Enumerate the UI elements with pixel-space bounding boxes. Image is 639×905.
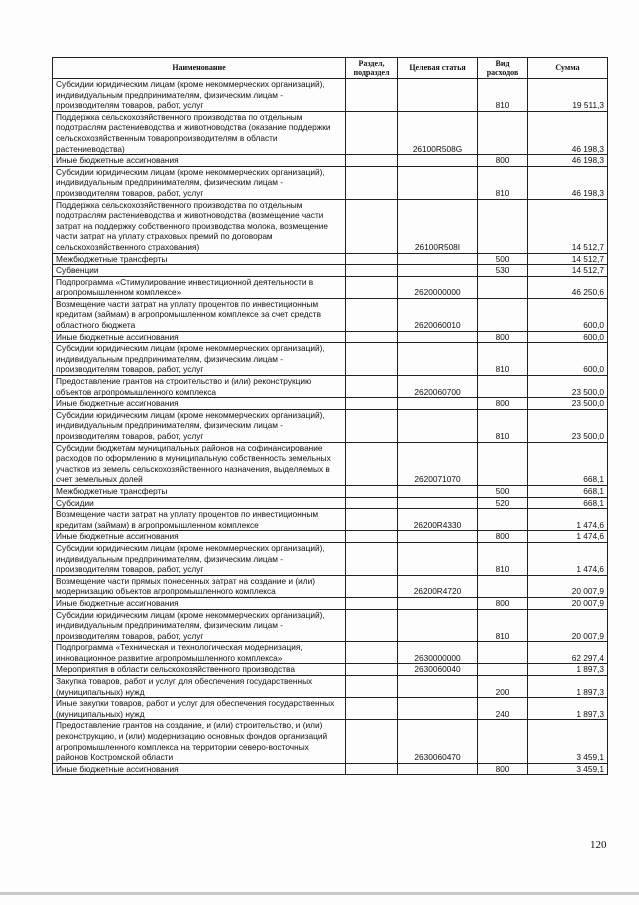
cell-sum: 668,1 bbox=[528, 442, 608, 485]
cell-expense-kind: 800 bbox=[478, 155, 528, 167]
table-row bbox=[53, 331, 608, 343]
table-row bbox=[53, 531, 608, 543]
header-expense-kind: Вид расходов bbox=[478, 58, 528, 79]
cell-sum: 14 512,7 bbox=[528, 199, 608, 253]
table-row bbox=[53, 497, 608, 509]
cell-section bbox=[346, 343, 398, 376]
table-row bbox=[53, 253, 608, 265]
cell-sum: 668,1 bbox=[528, 485, 608, 497]
cell-name: Закупка товаров, работ и услуг для обеспечения государственных (муниципальных) нужд bbox=[53, 676, 346, 698]
table-row bbox=[53, 542, 608, 575]
cell-sum: 600,0 bbox=[528, 331, 608, 343]
cell-expense-kind: 200 bbox=[478, 676, 528, 698]
table-row bbox=[53, 676, 608, 698]
table-row bbox=[53, 155, 608, 167]
table-row bbox=[53, 698, 608, 720]
cell-sum: 668,1 bbox=[528, 497, 608, 509]
cell-target bbox=[398, 409, 478, 442]
cell-section bbox=[346, 276, 398, 298]
cell-sum: 1 474,6 bbox=[528, 509, 608, 531]
cell-target: 2630000000 bbox=[398, 642, 478, 664]
scan-edge bbox=[0, 892, 639, 895]
table-row bbox=[53, 609, 608, 642]
cell-target bbox=[398, 698, 478, 720]
cell-section bbox=[346, 398, 398, 410]
table-row bbox=[53, 79, 608, 112]
cell-section bbox=[346, 698, 398, 720]
cell-section bbox=[346, 155, 398, 167]
header-target: Целевая статья bbox=[398, 58, 478, 79]
cell-expense-kind bbox=[478, 111, 528, 154]
cell-name: Возмещение части затрат на уплату процентов по инвестиционным кредитам (займам) в агропромышленном комплексе bbox=[53, 509, 346, 531]
cell-target bbox=[398, 609, 478, 642]
cell-sum: 46 250,6 bbox=[528, 276, 608, 298]
table-row bbox=[53, 763, 608, 775]
cell-target: 2620060010 bbox=[398, 298, 478, 331]
cell-target bbox=[398, 676, 478, 698]
cell-expense-kind: 240 bbox=[478, 698, 528, 720]
cell-expense-kind bbox=[478, 642, 528, 664]
cell-target bbox=[398, 597, 478, 609]
header-name: Наименование bbox=[53, 58, 346, 79]
cell-name: Субсидии юридическим лицам (кроме некоммерческих организаций), индивидуальным предпринимателям, физическим лицам - производителям товаров, работ, услуг bbox=[53, 79, 346, 112]
cell-sum: 1 897,3 bbox=[528, 676, 608, 698]
cell-sum: 1 474,6 bbox=[528, 542, 608, 575]
table-row bbox=[53, 485, 608, 497]
cell-target bbox=[398, 331, 478, 343]
table-row bbox=[53, 343, 608, 376]
cell-sum: 1 897,3 bbox=[528, 664, 608, 676]
cell-name: Межбюджетные трансферты bbox=[53, 485, 346, 497]
cell-section bbox=[346, 664, 398, 676]
table-row bbox=[53, 199, 608, 253]
cell-sum: 46 198,3 bbox=[528, 155, 608, 167]
cell-sum: 20 007,9 bbox=[528, 575, 608, 597]
cell-target: 2630060470 bbox=[398, 720, 478, 763]
cell-target: 2620060700 bbox=[398, 376, 478, 398]
cell-target: 26200R4330 bbox=[398, 509, 478, 531]
cell-name: Подпрограмма «Стимулирование инвестиционной деятельности в агропромышленном комплексе» bbox=[53, 276, 346, 298]
cell-section bbox=[346, 79, 398, 112]
cell-sum: 3 459,1 bbox=[528, 720, 608, 763]
cell-name: Поддержка сельскохозяйственного производства по отдельным подотраслям растениеводства и животноводства (оказание поддержки сельскохозяйственным товаропроизводителям в области растениеводства) bbox=[53, 111, 346, 154]
cell-name: Субсидии юридическим лицам (кроме некоммерческих организаций), индивидуальным предпринимателям, физическим лицам - производителям товаров, работ, услуг bbox=[53, 409, 346, 442]
cell-target bbox=[398, 79, 478, 112]
table-row bbox=[53, 398, 608, 410]
cell-section bbox=[346, 531, 398, 543]
cell-section bbox=[346, 331, 398, 343]
cell-expense-kind: 810 bbox=[478, 409, 528, 442]
cell-expense-kind bbox=[478, 575, 528, 597]
cell-name: Подпрограмма «Техническая и технологическая модернизация, инновационное развитие агропромышленного комплекса» bbox=[53, 642, 346, 664]
cell-target bbox=[398, 531, 478, 543]
cell-sum: 600,0 bbox=[528, 343, 608, 376]
cell-target bbox=[398, 398, 478, 410]
cell-section bbox=[346, 597, 398, 609]
cell-section bbox=[346, 166, 398, 199]
cell-expense-kind bbox=[478, 442, 528, 485]
table-row bbox=[53, 597, 608, 609]
cell-name: Поддержка сельскохозяйственного производства по отдельным подотраслям растениеводства и животноводства (возмещение части затрат на поддержку собственного производства молока, возмещение части затрат на уплату страховых премий по договорам сельскохозяйственного страхования) bbox=[53, 199, 346, 253]
cell-expense-kind bbox=[478, 199, 528, 253]
cell-section bbox=[346, 676, 398, 698]
budget-table bbox=[52, 57, 608, 775]
table-row bbox=[53, 509, 608, 531]
cell-target bbox=[398, 343, 478, 376]
cell-name: Иные бюджетные ассигнования bbox=[53, 531, 346, 543]
cell-name: Субсидии бюджетам муниципальных районов на софинансирование расходов по оформлению в муниципальную собственность земельных участков из земель сельскохозяйственного назначения, выделяемых в счет земельных долей bbox=[53, 442, 346, 485]
cell-expense-kind bbox=[478, 509, 528, 531]
cell-section bbox=[346, 253, 398, 265]
cell-expense-kind bbox=[478, 276, 528, 298]
cell-sum: 23 500,0 bbox=[528, 398, 608, 410]
header-section: Раздел, подраздел bbox=[346, 58, 398, 79]
cell-sum: 46 198,3 bbox=[528, 166, 608, 199]
cell-name: Мероприятия в области сельскохозяйственного производства bbox=[53, 664, 346, 676]
cell-sum: 1 897,3 bbox=[528, 698, 608, 720]
cell-section bbox=[346, 409, 398, 442]
cell-name: Иные бюджетные ассигнования bbox=[53, 155, 346, 167]
cell-target bbox=[398, 497, 478, 509]
cell-target bbox=[398, 166, 478, 199]
cell-name: Субсидии юридическим лицам (кроме некоммерческих организаций), индивидуальным предпринимателям, физическим лицам - производителям товаров, работ, услуг bbox=[53, 343, 346, 376]
cell-expense-kind: 810 bbox=[478, 166, 528, 199]
cell-section bbox=[346, 485, 398, 497]
cell-expense-kind: 800 bbox=[478, 597, 528, 609]
cell-target bbox=[398, 253, 478, 265]
cell-sum: 23 500,0 bbox=[528, 409, 608, 442]
cell-sum: 19 511,3 bbox=[528, 79, 608, 112]
cell-target: 2630060040 bbox=[398, 664, 478, 676]
cell-sum: 14 512,7 bbox=[528, 253, 608, 265]
cell-expense-kind: 810 bbox=[478, 609, 528, 642]
table-row bbox=[53, 276, 608, 298]
cell-expense-kind: 520 bbox=[478, 497, 528, 509]
cell-section bbox=[346, 509, 398, 531]
cell-name: Субсидии юридическим лицам (кроме некоммерческих организаций), индивидуальным предпринимателям, физическим лицам - производителям товаров, работ, услуг bbox=[53, 609, 346, 642]
table-row bbox=[53, 664, 608, 676]
cell-sum: 20 007,9 bbox=[528, 609, 608, 642]
cell-expense-kind: 810 bbox=[478, 542, 528, 575]
cell-target: 2620071070 bbox=[398, 442, 478, 485]
cell-section bbox=[346, 542, 398, 575]
cell-sum: 1 474,6 bbox=[528, 531, 608, 543]
cell-sum: 600,0 bbox=[528, 298, 608, 331]
cell-expense-kind: 530 bbox=[478, 265, 528, 277]
table-row bbox=[53, 409, 608, 442]
table-row bbox=[53, 575, 608, 597]
table-header-row bbox=[53, 58, 608, 79]
cell-expense-kind: 800 bbox=[478, 331, 528, 343]
table-row bbox=[53, 265, 608, 277]
cell-expense-kind bbox=[478, 720, 528, 763]
cell-section bbox=[346, 442, 398, 485]
cell-sum: 62 297,4 bbox=[528, 642, 608, 664]
cell-sum: 46 198,3 bbox=[528, 111, 608, 154]
cell-name: Субсидии юридическим лицам (кроме некоммерческих организаций), индивидуальным предпринимателям, физическим лицам - производителям товаров, работ, услуг bbox=[53, 542, 346, 575]
cell-target bbox=[398, 542, 478, 575]
cell-name: Предоставление грантов на создание, и (или) строительство, и (или) реконструкцию, и (или) модернизацию основных фондов организаций агропромышленного комплекса на территории северо-восточных районов Костромской области bbox=[53, 720, 346, 763]
cell-name: Межбюджетные трансферты bbox=[53, 253, 346, 265]
cell-name: Возмещение части затрат на уплату процентов по инвестиционным кредитам (займам) в агропромышленном комплексе за счет средств областного бюджета bbox=[53, 298, 346, 331]
cell-sum: 14 512,7 bbox=[528, 265, 608, 277]
cell-expense-kind: 500 bbox=[478, 485, 528, 497]
cell-expense-kind bbox=[478, 664, 528, 676]
cell-target bbox=[398, 265, 478, 277]
cell-section bbox=[346, 497, 398, 509]
cell-section bbox=[346, 265, 398, 277]
cell-section bbox=[346, 642, 398, 664]
cell-expense-kind: 500 bbox=[478, 253, 528, 265]
cell-expense-kind bbox=[478, 376, 528, 398]
cell-target: 26100R508I bbox=[398, 199, 478, 253]
table-row bbox=[53, 720, 608, 763]
table-row bbox=[53, 442, 608, 485]
cell-section bbox=[346, 199, 398, 253]
cell-target bbox=[398, 485, 478, 497]
page-number: 120 bbox=[590, 839, 607, 851]
cell-sum: 20 007,9 bbox=[528, 597, 608, 609]
cell-sum: 23 500,0 bbox=[528, 376, 608, 398]
cell-name: Субсидии bbox=[53, 497, 346, 509]
header-sum: Сумма bbox=[528, 58, 608, 79]
table-row bbox=[53, 376, 608, 398]
cell-target: 26200R4720 bbox=[398, 575, 478, 597]
cell-section bbox=[346, 376, 398, 398]
cell-section bbox=[346, 609, 398, 642]
cell-expense-kind: 800 bbox=[478, 763, 528, 775]
cell-expense-kind: 810 bbox=[478, 343, 528, 376]
cell-section bbox=[346, 720, 398, 763]
cell-section bbox=[346, 575, 398, 597]
cell-name: Иные бюджетные ассигнования bbox=[53, 763, 346, 775]
cell-name: Субсидии юридическим лицам (кроме некоммерческих организаций), индивидуальным предпринимателям, физическим лицам - производителям товаров, работ, услуг bbox=[53, 166, 346, 199]
table-row bbox=[53, 166, 608, 199]
cell-expense-kind: 800 bbox=[478, 531, 528, 543]
cell-name: Иные бюджетные ассигнования bbox=[53, 331, 346, 343]
cell-section bbox=[346, 298, 398, 331]
cell-expense-kind bbox=[478, 298, 528, 331]
cell-section bbox=[346, 763, 398, 775]
cell-sum: 3 459,1 bbox=[528, 763, 608, 775]
table-row bbox=[53, 642, 608, 664]
cell-name: Предоставление грантов на строительство и (или) реконструкцию объектов агропромышленного комплекса bbox=[53, 376, 346, 398]
cell-target bbox=[398, 763, 478, 775]
cell-target: 2620000000 bbox=[398, 276, 478, 298]
cell-target bbox=[398, 155, 478, 167]
table-row bbox=[53, 111, 608, 154]
cell-expense-kind: 810 bbox=[478, 79, 528, 112]
cell-name: Иные бюджетные ассигнования bbox=[53, 597, 346, 609]
table-row bbox=[53, 298, 608, 331]
cell-target: 26100R508G bbox=[398, 111, 478, 154]
cell-name: Возмещение части прямых понесенных затрат на создание и (или) модернизацию объектов агропромышленного комплекса bbox=[53, 575, 346, 597]
cell-name: Иные закупки товаров, работ и услуг для обеспечения государственных (муниципальных) нужд bbox=[53, 698, 346, 720]
cell-section bbox=[346, 111, 398, 154]
cell-name: Субвенции bbox=[53, 265, 346, 277]
cell-name: Иные бюджетные ассигнования bbox=[53, 398, 346, 410]
cell-expense-kind: 800 bbox=[478, 398, 528, 410]
